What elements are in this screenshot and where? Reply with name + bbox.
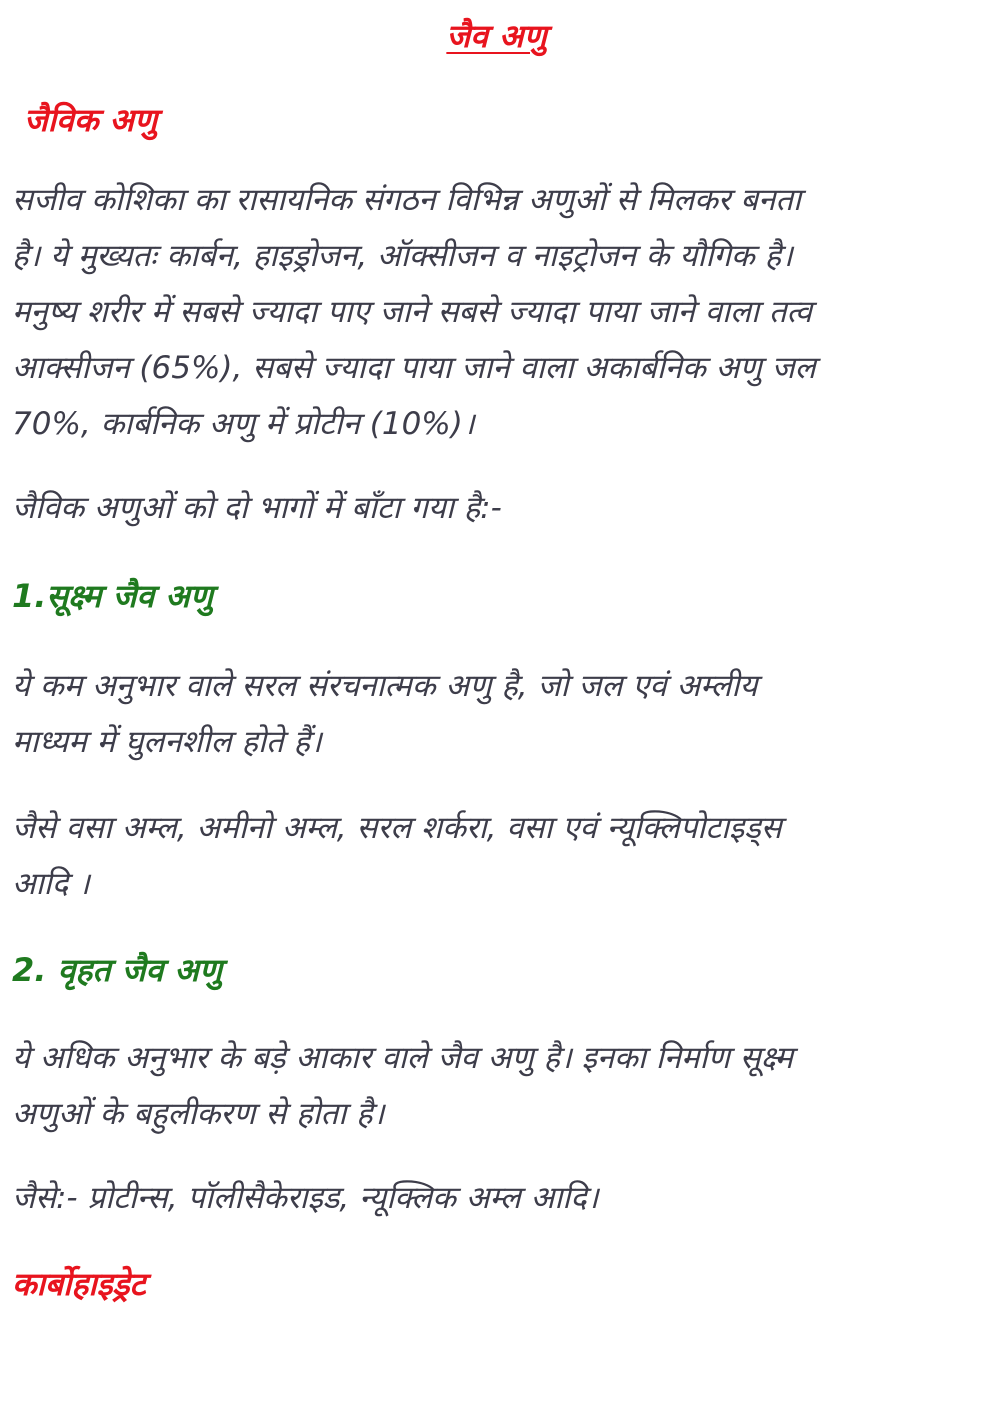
text-line: आक्सीजन (65%), सबसे ज्यादा पाया जाने वाला अकार्बनिक अणु जल <box>12 350 816 386</box>
text-line: जैसे:- प्रोटीन्स, पॉलीसैकेराइड, न्यूक्लिक अम्ल आदि। <box>12 1180 599 1216</box>
text-line: जैविक अणुओं को दो भागों में बाँटा गया है:- <box>12 490 502 526</box>
text-line: सजीव कोशिका का रासायनिक संगठन विभिन्न अणुओं से मिलकर बनता <box>12 182 802 218</box>
text-line: 70%, कार्बनिक अणु में प्रोटीन (10%)। <box>12 406 475 442</box>
text-line: माध्यम में घुलनशील होते हैं। <box>12 724 322 760</box>
page-title: जैव अणु <box>446 17 547 55</box>
text-line: ये कम अनुभार वाले सरल संरचनात्मक अणु है, जो जल एवं अम्लीय <box>12 668 758 704</box>
section-heading-micro-molecules: 1.सूक्ष्म जैव अणु <box>12 577 213 615</box>
paragraph-organic-intro <box>12 172 982 452</box>
section-heading-macro-molecules: 2. वृहत जैव अणु <box>12 951 222 989</box>
text-line: ये अधिक अनुभार के बड़े आकार वाले जैव अणु है। इनका निर्माण सूक्ष्म <box>12 1040 794 1076</box>
paragraph-macro-description <box>12 1030 982 1142</box>
text-line: अणुओं के बहुलीकरण से होता है। <box>12 1096 385 1132</box>
text-line: आदि । <box>12 866 90 902</box>
text-line: है। ये मुख्यतः कार्बन, हाइड्रोजन, ऑक्सीजन व नाइट्रोजन के यौगिक है। <box>12 238 793 274</box>
text-line: मनुष्य शरीर में सबसे ज्यादा पाए जाने सबसे ज्यादा पाया जाने वाला तत्व <box>12 294 812 330</box>
section-heading-carbohydrate: कार्बोहाइड्रेट <box>12 1265 146 1303</box>
paragraph-micro-description <box>12 658 982 770</box>
text-line: जैसे वसा अम्ल, अमीनो अम्ल, सरल शर्करा, वसा एवं न्यूक्लिपोटाइड्स <box>12 810 782 846</box>
paragraph-division <box>12 480 982 536</box>
paragraph-micro-examples <box>12 800 982 912</box>
paragraph-macro-examples <box>12 1170 982 1226</box>
section-heading-organic-molecules: जैविक अणु <box>24 101 158 139</box>
